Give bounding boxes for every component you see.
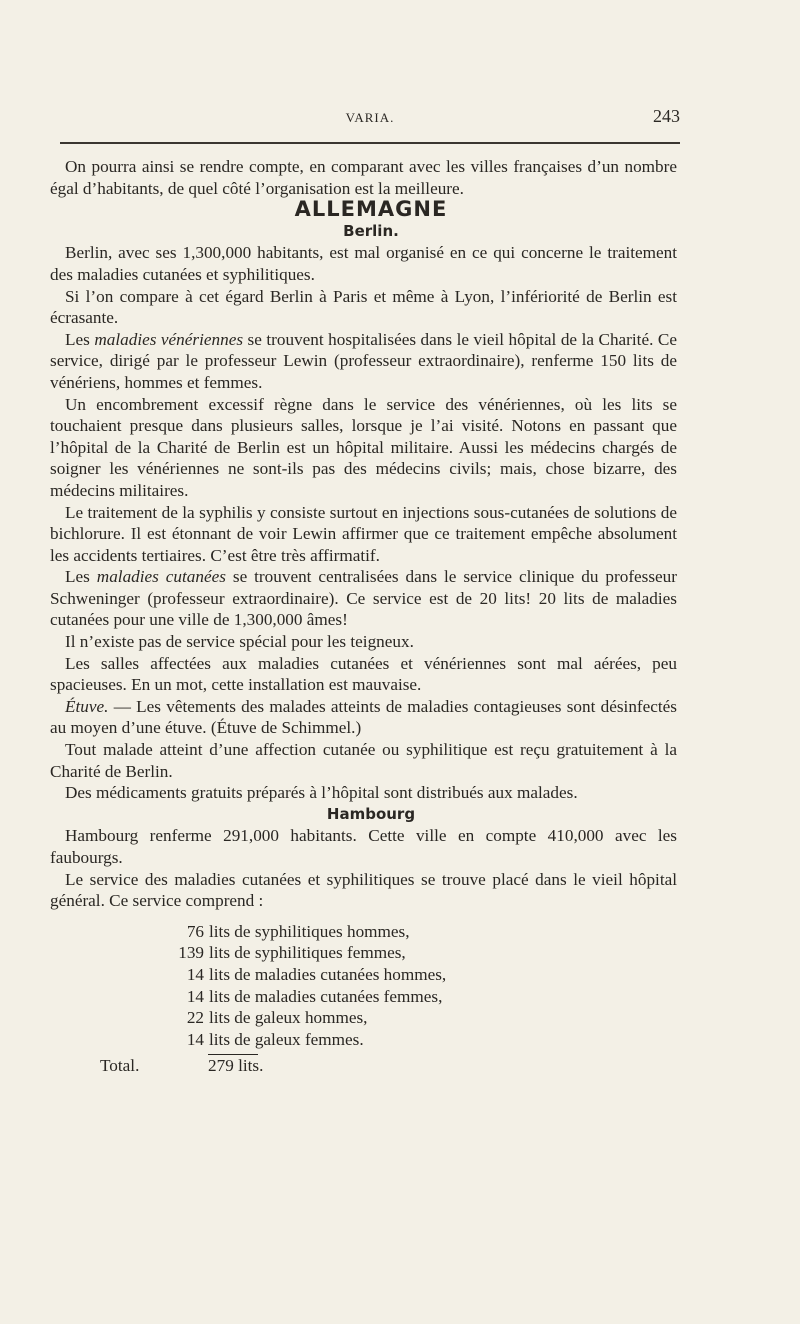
list-item bbox=[172, 964, 677, 986]
italic-term: maladies vénériennes bbox=[94, 329, 244, 349]
berlin-paragraph-4: Un encombrement excessif règne dans le service des vénériennes, où les lits se touchaient presque dans plusieurs salles, lorsque je l’ai visité. Notons en passant que l’hôpital de la Charité de Berlin est un hôpital militaire. Aussi les médecins chargés de soigner les vénériennes ne sont-ils pas des médecins civils; mais, chose bizarre, des médecins militaires. bbox=[50, 394, 677, 500]
berlin-paragraph-11: Des médicaments gratuits préparés à l’hôpital sont distribués aux malades. bbox=[65, 783, 578, 803]
text-run: se trouvent hospitalisées dans le vieil hôpital de la Charité. Ce service, dirigé par le professeur Lewin (professeur extraordinaire), renferme 150 lits de vénériens, hommes et femmes. bbox=[50, 329, 677, 392]
berlin-paragraph-10: Tout malade atteint d’une affection cutanée ou syphilitique est reçu gratuitement à la Charité de Berlin. bbox=[50, 740, 677, 781]
total-row bbox=[100, 1055, 677, 1077]
bed-count: 139 bbox=[178, 943, 204, 963]
berlin-paragraph-2: Si l’on compare à cet égard Berlin à Paris et même à Lyon, l’infériorité de Berlin est écrasante. bbox=[50, 286, 677, 328]
italic-term: maladies cutanées bbox=[96, 567, 226, 587]
bed-label: lits de galeux femmes. bbox=[209, 1029, 364, 1049]
bed-count: 76 bbox=[186, 921, 204, 941]
text-run: — Les vêtements des malades atteints de maladies contagieuses sont désinfectés au moyen d’une étuve. (Étuve de Schimmel.) bbox=[50, 696, 677, 738]
total-label: Total. bbox=[100, 1056, 140, 1076]
hambourg-paragraph-2: Le service des maladies cutanées et syphilitiques se trouve placé dans le vieil hôpital général. Ce service comprend : bbox=[50, 869, 677, 911]
intro-paragraph: On pourra ainsi se rendre compte, en comparant avec les villes françaises d’un nombre égal d’habitants, de quel côté l’organisation est la meilleure. bbox=[50, 157, 677, 198]
page-header bbox=[60, 106, 680, 130]
berlin-paragraph-3 bbox=[50, 329, 677, 394]
section-heading-country: ALLEMAGNE bbox=[294, 197, 448, 222]
bed-list bbox=[50, 921, 677, 1051]
bed-label: lits de syphilitiques hommes, bbox=[209, 921, 410, 941]
text-run: se trouvent centralisées dans le service clinique du professeur Schweninger (professeur extraordinaire). Ce service est de 20 lits! 20 lits de maladies cutanées pour une ville de 1,300,000 âmes! bbox=[50, 567, 677, 630]
berlin-paragraph-7: Il n’existe pas de service spécial pour les teigneux. bbox=[65, 632, 414, 652]
text-run: Les bbox=[65, 329, 95, 349]
bed-count: 14 bbox=[186, 964, 204, 984]
page-body bbox=[50, 156, 677, 1077]
bed-label: lits de maladies cutanées hommes, bbox=[209, 964, 447, 984]
bed-count: 22 bbox=[186, 1008, 204, 1028]
berlin-paragraph-6 bbox=[50, 566, 677, 631]
running-head: VARIA. bbox=[345, 110, 395, 125]
berlin-paragraph-5: Le traitement de la syphilis y consiste surtout en injections sous-cutanées de solutions de bichlorure. Il est étonnant de voir Lewin affirmer que ce traitement empêche absolument les accidents tertiaires. C’est être très affirmatif. bbox=[50, 502, 677, 565]
section-heading-hambourg: Hambourg bbox=[326, 804, 416, 823]
list-item bbox=[172, 942, 677, 964]
berlin-paragraph-1: Berlin, avec ses 1,300,000 habitants, est mal organisé en ce qui concerne le traitement des maladies cutanées et syphilitiques. bbox=[50, 243, 677, 284]
bed-label: lits de galeux hommes, bbox=[209, 1008, 368, 1028]
berlin-paragraph-8: Les salles affectées aux maladies cutanées et vénériennes sont mal aérées, peu spacieuses. En un mot, cette installation est mauvaise. bbox=[50, 653, 677, 695]
section-heading-berlin: Berlin. bbox=[343, 221, 399, 240]
bed-label: lits de syphilitiques femmes, bbox=[209, 943, 406, 963]
list-item bbox=[172, 1007, 677, 1029]
text-run: Les bbox=[65, 567, 97, 587]
bed-label: lits de maladies cutanées femmes, bbox=[209, 986, 443, 1006]
italic-term: Étuve. bbox=[65, 696, 109, 716]
list-item bbox=[172, 1029, 677, 1051]
page-number: 243 bbox=[653, 106, 680, 126]
list-item bbox=[172, 986, 677, 1008]
berlin-paragraph-9 bbox=[50, 696, 677, 739]
header-rule bbox=[60, 142, 680, 144]
bed-count: 14 bbox=[186, 986, 204, 1006]
bed-count: 14 bbox=[186, 1029, 204, 1049]
list-item bbox=[172, 921, 677, 943]
hambourg-paragraph-1: Hambourg renferme 291,000 habitants. Cette ville en compte 410,000 avec les faubourgs. bbox=[50, 826, 677, 867]
total-value: 279 lits. bbox=[208, 1056, 264, 1076]
